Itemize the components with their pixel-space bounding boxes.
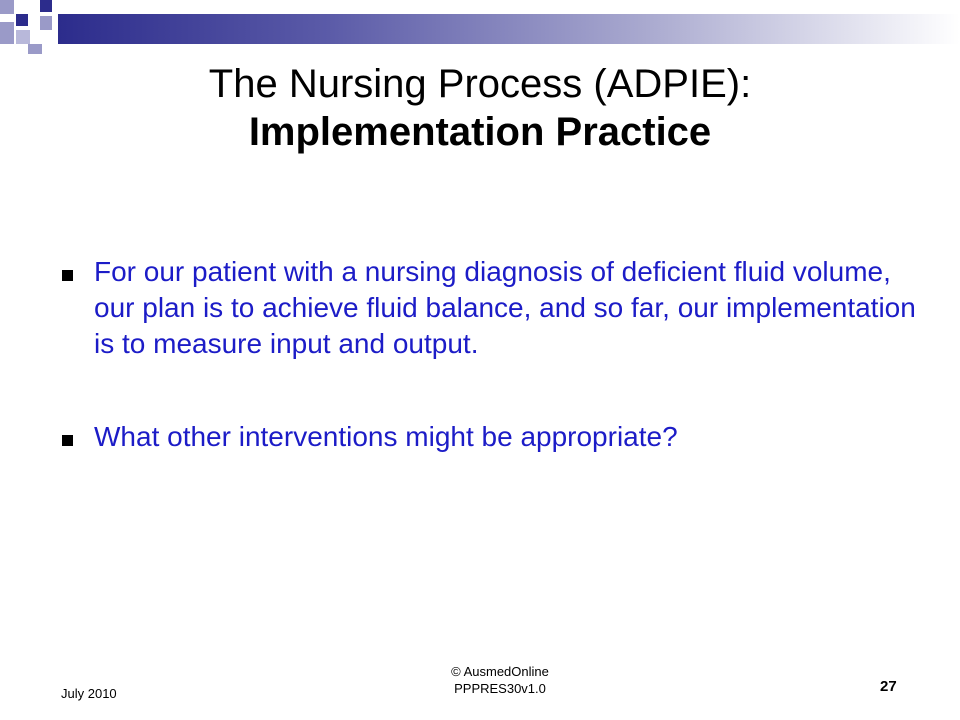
deco-square <box>0 0 14 14</box>
footer-doc-code: PPPRES30v1.0 <box>454 681 546 696</box>
page-number: 27 <box>880 678 897 695</box>
deco-square <box>0 22 14 44</box>
bullet-item <box>62 254 922 362</box>
footer-date: July 2010 <box>61 686 117 701</box>
deco-square <box>40 16 52 30</box>
bullet-text: What other interventions might be appropriate? <box>94 421 678 452</box>
bullet-text: For our patient with a nursing diagnosis of deficient fluid volume, our plan is to achieve fluid balance, and so far, our implementation is to measure input and output. <box>94 256 916 359</box>
bullet-item <box>62 419 922 455</box>
bullet-square-icon <box>62 435 73 446</box>
slide-title <box>0 60 960 156</box>
deco-square <box>16 14 28 26</box>
bullet-list <box>62 254 922 455</box>
deco-square <box>28 44 42 54</box>
title-line-1: The Nursing Process (ADPIE): <box>208 62 752 106</box>
header-gradient-band <box>58 14 960 44</box>
bullet-square-icon <box>62 270 73 281</box>
deco-square <box>28 0 40 12</box>
deco-square <box>16 30 30 44</box>
footer-center <box>380 663 620 697</box>
title-line-2: Implementation Practice <box>248 110 712 154</box>
deco-square <box>40 0 52 12</box>
footer-copyright: © AusmedOnline <box>451 664 549 679</box>
